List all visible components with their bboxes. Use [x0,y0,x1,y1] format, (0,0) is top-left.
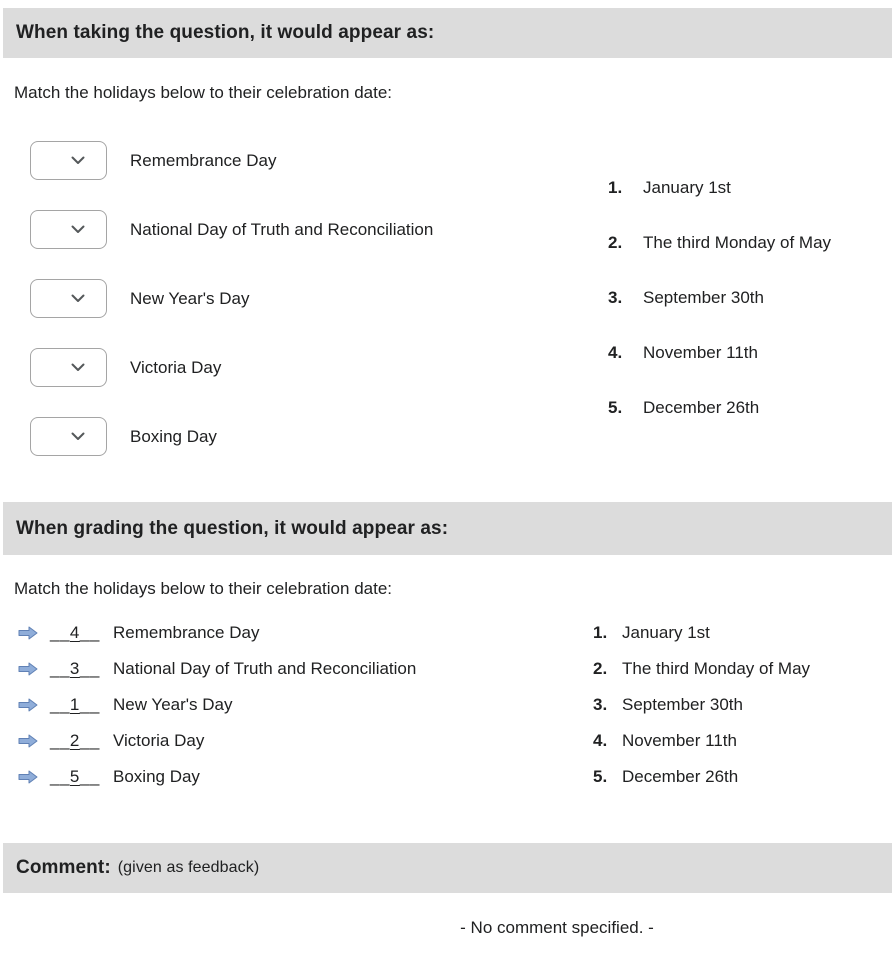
option-number: 5. [608,398,623,417]
option-text: The third Monday of May [643,233,832,252]
chevron-down-icon [71,432,85,441]
comment-section-title: Comment: [16,857,111,878]
blank-suffix: __ [79,767,100,786]
option-item [608,231,831,255]
match-item-label: Boxing Day [130,426,217,446]
match-dropdown[interactable] [30,417,107,456]
option-text: December 26th [643,398,760,417]
arrow-right-icon [18,734,38,748]
taking-match-area [0,141,892,456]
grading-options-list [593,621,810,801]
option-item [593,657,810,681]
blank-suffix: __ [79,623,100,642]
match-item-label: Remembrance Day [130,150,277,170]
chevron-down-icon [71,156,85,165]
chevron-down-icon [71,363,85,372]
option-text: The third Monday of May [622,659,811,678]
match-item-label: Victoria Day [113,731,205,750]
option-item [608,341,831,365]
chevron-down-icon [71,294,85,303]
option-number: 1. [608,178,623,197]
option-number: 5. [593,767,608,786]
arrow-right-icon [18,698,38,712]
option-text: November 11th [622,731,737,750]
answer-blank [50,695,101,715]
match-item-label: New Year's Day [113,695,233,714]
comment-section-note: (given as feedback) [117,859,260,876]
option-item [593,621,810,645]
blank-prefix: __ [50,695,70,714]
option-text: September 30th [643,288,764,307]
blank-prefix: __ [50,623,70,642]
match-dropdown[interactable] [30,141,107,180]
match-item-label: Remembrance Day [113,623,260,642]
arrow-right-icon [18,770,38,784]
taking-section-title: When taking the question, it would appear as: [16,22,435,43]
blank-prefix: __ [50,659,70,678]
option-item [593,693,810,717]
match-item-label: National Day of Truth and Reconciliation [130,219,434,239]
match-dropdown[interactable] [30,279,107,318]
option-text: January 1st [622,623,710,642]
answer-blank [50,659,101,679]
option-item [593,729,810,753]
option-item [608,286,831,310]
chevron-down-icon [71,225,85,234]
grading-section-header [3,502,892,555]
taking-options-list [608,176,831,451]
match-item-label: Boxing Day [113,767,200,786]
blank-prefix: __ [50,731,70,750]
option-number: 4. [608,343,623,362]
blank-suffix: __ [79,731,100,750]
option-number: 3. [608,288,623,307]
comment-body-text: - No comment specified. - [460,918,654,937]
option-item [608,176,831,200]
match-row [30,141,892,180]
answer-number: 2 [69,731,80,750]
option-item [593,765,810,789]
match-dropdown[interactable] [30,348,107,387]
option-number: 2. [593,659,608,678]
answer-number: 1 [69,695,80,714]
answer-blank [50,623,101,643]
option-number: 2. [608,233,623,252]
option-text: September 30th [622,695,743,714]
grading-section-title: When grading the question, it would appear as: [16,517,449,539]
match-item-label: New Year's Day [130,288,250,308]
arrow-right-icon [18,662,38,676]
arrow-right-icon [18,626,38,640]
answer-number: 3 [69,659,80,678]
answer-number: 4 [69,623,80,642]
blank-suffix: __ [79,695,100,714]
option-number: 4. [593,731,608,750]
option-number: 3. [593,695,608,714]
comment-section-header [3,843,892,893]
answer-blank [50,767,101,787]
option-text: December 26th [622,767,739,786]
grading-question-text: Match the holidays below to their celebration date: [14,579,393,598]
taking-question-text: Match the holidays below to their celebration date: [14,83,393,102]
match-item-label: National Day of Truth and Reconciliation [113,659,417,678]
option-text: January 1st [643,178,731,197]
match-dropdown[interactable] [30,210,107,249]
option-number: 1. [593,623,608,642]
option-text: November 11th [643,343,758,362]
blank-prefix: __ [50,767,70,786]
answer-blank [50,731,101,751]
answer-number: 5 [69,767,80,786]
taking-section-header [3,8,892,58]
blank-suffix: __ [79,659,100,678]
grading-match-area [0,621,892,789]
match-item-label: Victoria Day [130,357,222,377]
option-item [608,396,831,420]
